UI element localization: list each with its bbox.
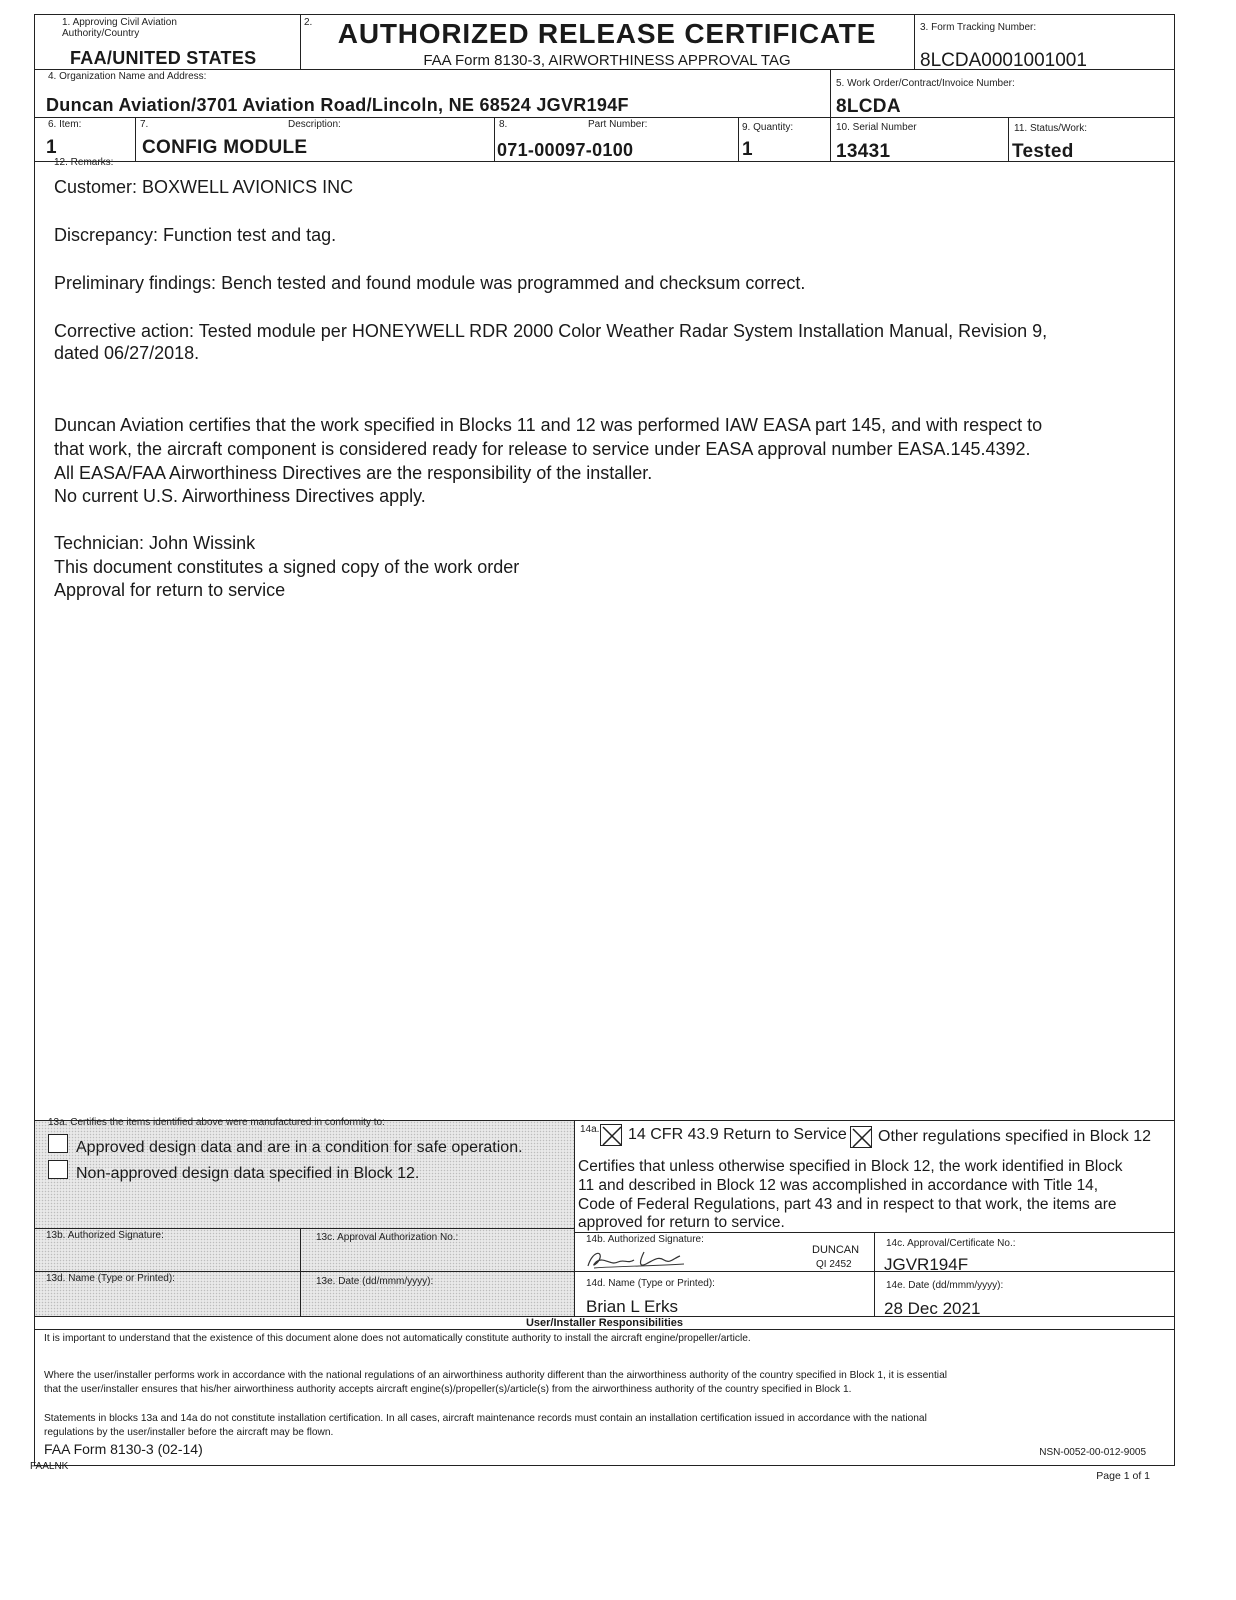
approval-certificate-number: JGVR194F: [884, 1255, 969, 1274]
block14a-text-1: Certifies that unless otherwise specified in Block 12, the work identified in Block: [578, 1158, 1123, 1175]
block14a-text-2: 11 and described in Block 12 was accomplished in accordance with Title 14,: [578, 1177, 1099, 1194]
remarks-signed-copy: This document constitutes a signed copy of the work order: [54, 557, 520, 577]
remarks-corrective-date: dated 06/27/2018.: [54, 343, 200, 363]
block14a-text-3: Code of Federal Regulations, part 43 and in respect to that work, the items are: [578, 1196, 1117, 1213]
block13d-label: 13d. Name (Type or Printed):: [46, 1273, 175, 1284]
block8-number: 8.: [499, 119, 508, 130]
block12-label: 12. Remarks:: [54, 157, 114, 168]
form-subtitle: FAA Form 8130-3, AIRWORTHINESS APPROVAL TAG: [423, 52, 791, 69]
authorized-name: Brian L Erks: [586, 1297, 678, 1316]
x-mark-icon: [601, 1125, 623, 1147]
block13e-label: 13e. Date (dd/mmm/yyyy):: [316, 1276, 434, 1287]
block14a-text-4: approved for return to service.: [578, 1214, 785, 1231]
remarks-corrective-action: Corrective action: Tested module per HONEYWELL RDR 2000 Color Weather Radar System Installation Manual, Revision 9,: [54, 321, 1048, 341]
block8-label: Part Number:: [588, 119, 648, 130]
block2-label: 2.: [304, 17, 313, 28]
stamp-line-1: DUNCAN: [812, 1244, 860, 1256]
block6-label: 6. Item:: [48, 119, 82, 130]
block14d-label: 14d. Name (Type or Printed):: [586, 1278, 715, 1289]
other-regulations-label: Other regulations specified in Block 12: [878, 1128, 1152, 1145]
non-approved-design-label: Non-approved design data specified in Block 12.: [76, 1165, 420, 1182]
non-approved-design-checkbox[interactable]: [48, 1160, 68, 1179]
block14c-label: 14c. Approval/Certificate No.:: [886, 1238, 1016, 1249]
block5-label: 5. Work Order/Contract/Invoice Number:: [836, 78, 1015, 89]
item-description: CONFIG MODULE: [142, 137, 308, 158]
block14b-label: 14b. Authorized Signature:: [586, 1234, 704, 1245]
faalnk-label: FAALNK: [30, 1461, 69, 1472]
item-number: 1: [46, 137, 57, 158]
remarks-cert-line-2: that work, the aircraft component is considered ready for release to service under EASA approval number EASA.145.4392.: [54, 439, 1031, 459]
remarks-technician: Technician: John Wissink: [54, 533, 256, 553]
part-number: 071-00097-0100: [497, 140, 634, 160]
block13b-label: 13b. Authorized Signature:: [46, 1230, 164, 1241]
responsibilities-paragraph-2a: Where the user/installer performs work in accordance with the national regulations of an airworthiness authority different than the airworthiness authority of the country specified in Block 1, it is essential: [44, 1370, 947, 1381]
remarks-discrepancy: Discrepancy: Function test and tag.: [54, 225, 337, 245]
other-regulations-checkbox[interactable]: [850, 1126, 872, 1148]
block1-label: 1. Approving Civil Aviation Authority/Country: [62, 17, 177, 39]
remarks-cert-line-4: No current U.S. Airworthiness Directives apply.: [54, 486, 426, 506]
remarks-findings: Preliminary findings: Bench tested and found module was programmed and checksum correct.: [54, 273, 806, 293]
remarks-approval: Approval for return to service: [54, 580, 286, 600]
remarks-customer: Customer: BOXWELL AVIONICS INC: [54, 177, 354, 197]
x-mark-icon: [851, 1127, 873, 1149]
block7-label: Description:: [288, 119, 341, 130]
block14e-label: 14e. Date (dd/mmm/yyyy):: [886, 1280, 1004, 1291]
nsn-number: NSN-0052-00-012-9005: [1039, 1447, 1146, 1458]
block11-label: 11. Status/Work:: [1014, 123, 1087, 134]
status-work: Tested: [1012, 141, 1074, 162]
organization-name-address: Duncan Aviation/3701 Aviation Road/Lincoln, NE 68524 JGVR194F: [46, 95, 629, 115]
page-number: Page 1 of 1: [1096, 1470, 1150, 1482]
form-title: AUTHORIZED RELEASE CERTIFICATE: [337, 18, 877, 49]
work-order-number: 8LCDA: [836, 96, 901, 117]
approved-design-label: Approved design data and are in a condition for safe operation.: [76, 1139, 523, 1156]
cfr-43-9-checkbox[interactable]: [600, 1124, 622, 1146]
approval-date: 28 Dec 2021: [884, 1299, 981, 1318]
block14a-label: 14a.: [580, 1124, 600, 1135]
block9-label: 9. Quantity:: [742, 122, 794, 133]
remarks-cert-line-1: Duncan Aviation certifies that the work specified in Blocks 11 and 12 was performed IAW EASA part 145, and with respect to: [54, 415, 1043, 435]
quantity: 1: [742, 139, 753, 160]
block4-label: 4. Organization Name and Address:: [48, 71, 207, 82]
form-tracking-number: 8LCDA0001001001: [920, 50, 1087, 71]
responsibilities-paragraph-3a: Statements in blocks 13a and 14a do not constitute installation certification. In all cases, aircraft maintenance records must contain an installation certification issued in accordance with the national: [44, 1413, 927, 1424]
responsibilities-title: User/Installer Responsibilities: [525, 1317, 684, 1329]
block3-label: 3. Form Tracking Number:: [920, 22, 1037, 33]
approved-design-checkbox[interactable]: [48, 1134, 68, 1153]
block1-authority: FAA/UNITED STATES: [70, 48, 257, 68]
stamp-line-2: QI 2452: [816, 1259, 852, 1270]
block13c-label: 13c. Approval Authorization No.:: [316, 1232, 459, 1243]
serial-number: 13431: [836, 141, 891, 162]
responsibilities-paragraph-3b: regulations by the user/installer before the aircraft may be flown.: [44, 1427, 334, 1438]
cfr-43-9-label: 14 CFR 43.9 Return to Service: [628, 1126, 847, 1143]
responsibilities-paragraph-2b: that the user/installer ensures that his/her airworthiness authority accepts aircraft engine(s)/propeller(s)/article(s) from the airworthiness authority of the country specified in Block 1.: [44, 1384, 852, 1395]
authorized-signature: [584, 1246, 694, 1277]
block7-number: 7.: [140, 119, 149, 130]
block13a-label: 13a. Certifies the items identified above were manufactured in conformity to:: [48, 1117, 385, 1128]
form-number: FAA Form 8130-3 (02-14): [44, 1441, 203, 1457]
responsibilities-paragraph-1: It is important to understand that the existence of this document alone does not automatically constitute authority to install the aircraft engine/propeller/article.: [44, 1333, 751, 1344]
block10-label: 10. Serial Number: [836, 122, 917, 133]
remarks-cert-line-3: All EASA/FAA Airworthiness Directives are the responsibility of the installer.: [54, 463, 653, 483]
